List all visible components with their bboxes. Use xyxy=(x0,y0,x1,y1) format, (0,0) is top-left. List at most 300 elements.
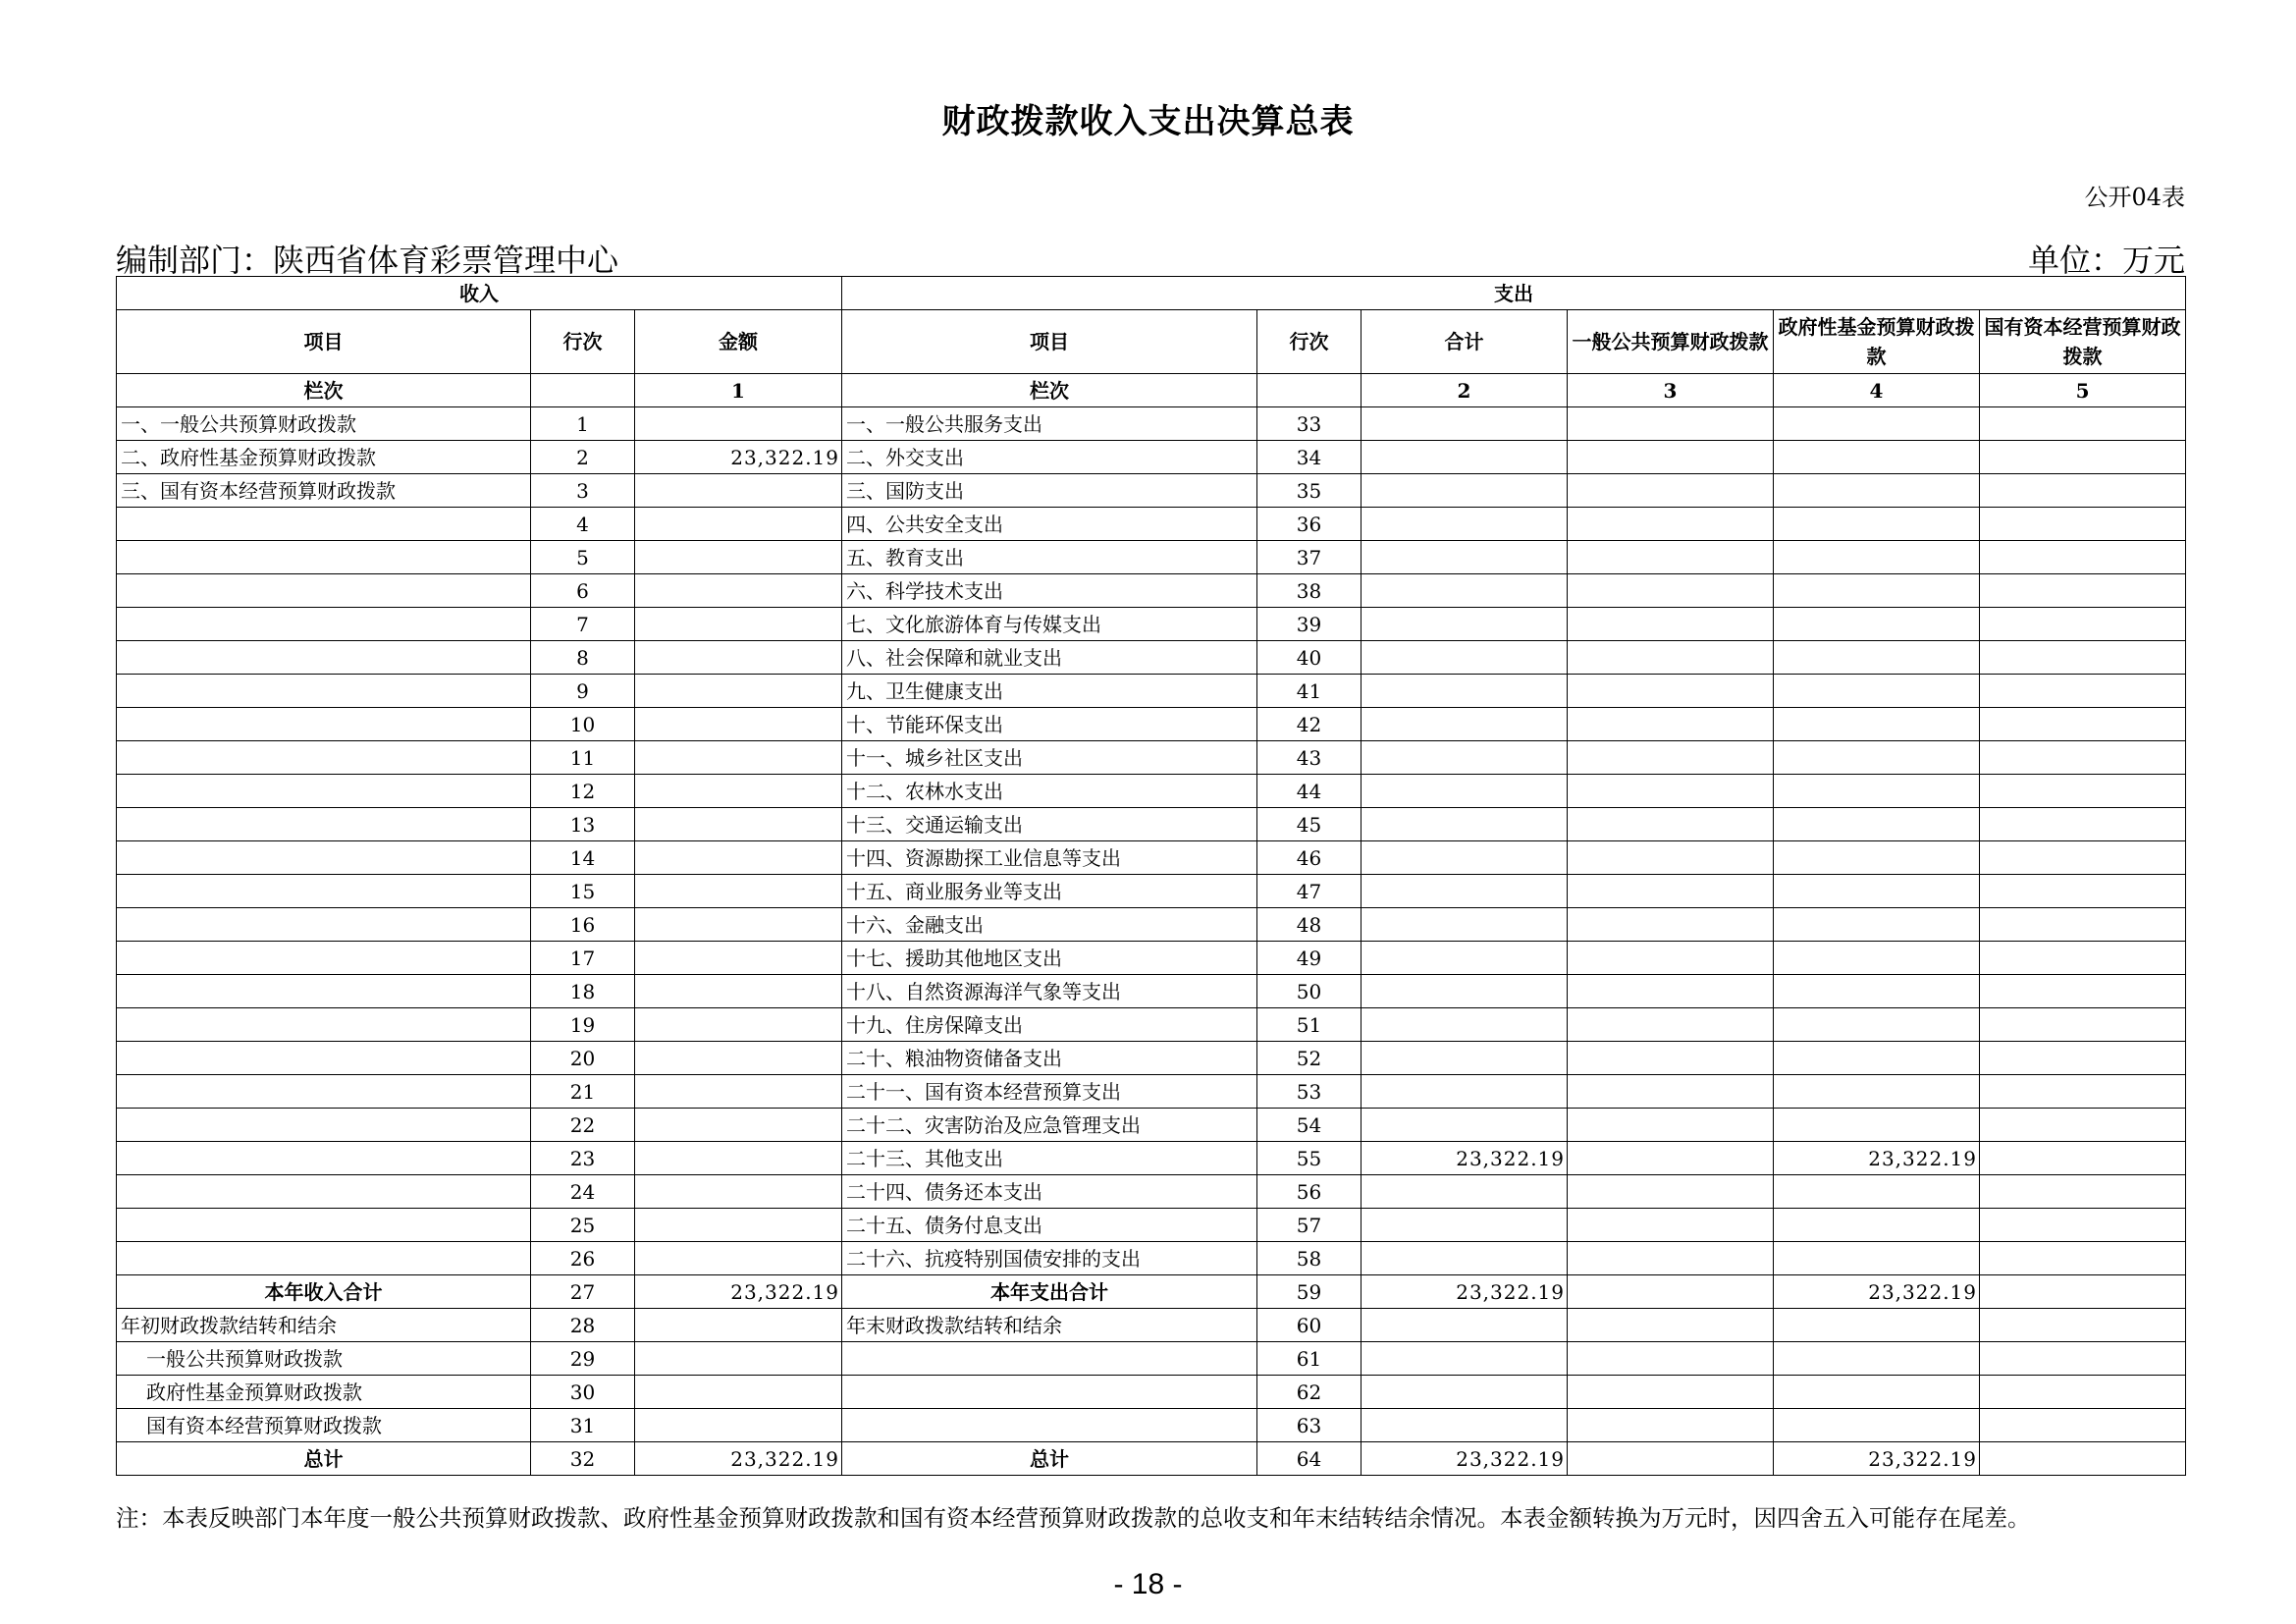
income-item-cell: 年初财政拨款结转和结余 xyxy=(117,1309,531,1342)
expense-total-cell xyxy=(1362,1409,1568,1442)
income-item-cell xyxy=(117,1242,531,1275)
form-number: 公开04表 xyxy=(2084,184,2185,211)
income-amount-cell xyxy=(635,1142,842,1175)
department-label: 编制部门：陕西省体育彩票管理中心 xyxy=(116,242,619,279)
expense-item-cell: 二十五、债务付息支出 xyxy=(842,1209,1257,1242)
income-line-cell: 11 xyxy=(531,741,635,775)
expense-fund-cell xyxy=(1774,608,1980,641)
income-line-cell: 4 xyxy=(531,508,635,541)
income-line-cell: 10 xyxy=(531,708,635,741)
expense-total-cell xyxy=(1362,675,1568,708)
expense-line-cell: 55 xyxy=(1257,1142,1362,1175)
expense-general-cell xyxy=(1568,708,1774,741)
expense-fund-cell xyxy=(1774,942,1980,975)
expense-line-cell: 34 xyxy=(1257,441,1362,474)
income-line-cell: 14 xyxy=(531,841,635,875)
income-amount-cell xyxy=(635,1342,842,1376)
expense-fund-cell xyxy=(1774,1075,1980,1109)
expense-fund-cell xyxy=(1774,775,1980,808)
expense-line-cell: 33 xyxy=(1257,407,1362,441)
expense-total-cell xyxy=(1362,942,1568,975)
expense-line-cell: 64 xyxy=(1257,1442,1362,1476)
expense-state-cell xyxy=(1980,1442,2186,1476)
expense-fund-cell xyxy=(1774,1309,1980,1342)
expense-state-cell xyxy=(1980,608,2186,641)
income-amount-cell xyxy=(635,1175,842,1209)
expense-state-cell xyxy=(1980,1309,2186,1342)
expense-line-cell: 48 xyxy=(1257,908,1362,942)
table-row xyxy=(117,441,2186,474)
expense-line-cell: 40 xyxy=(1257,641,1362,675)
income-amount-cell xyxy=(635,908,842,942)
expense-item-cell: 四、公共安全支出 xyxy=(842,508,1257,541)
expense-line-cell: 39 xyxy=(1257,608,1362,641)
income-line-cell: 19 xyxy=(531,1008,635,1042)
income-item-cell xyxy=(117,775,531,808)
income-item-cell xyxy=(117,541,531,574)
table-row xyxy=(117,1142,2186,1175)
expense-general-cell xyxy=(1568,1376,1774,1409)
income-item-cell: 一、一般公共预算财政拨款 xyxy=(117,407,531,441)
expense-fund-cell xyxy=(1774,708,1980,741)
income-amount-cell xyxy=(635,841,842,875)
expense-state-cell xyxy=(1980,574,2186,608)
income-item-cell xyxy=(117,741,531,775)
table-row xyxy=(117,1242,2186,1275)
income-item-header: 项目 xyxy=(117,310,531,374)
expense-fund-cell xyxy=(1774,675,1980,708)
expense-fund-cell xyxy=(1774,808,1980,841)
expense-fund-cell xyxy=(1774,908,1980,942)
expense-state-cell xyxy=(1980,541,2186,574)
expense-general-cell xyxy=(1568,441,1774,474)
expense-line-cell: 37 xyxy=(1257,541,1362,574)
expense-fund-cell xyxy=(1774,1042,1980,1075)
income-line-cell: 2 xyxy=(531,441,635,474)
expense-item-cell: 十二、农林水支出 xyxy=(842,775,1257,808)
expense-state-cell xyxy=(1980,407,2186,441)
expense-line-cell: 60 xyxy=(1257,1309,1362,1342)
income-item-cell: 总计 xyxy=(117,1442,531,1476)
expense-total-cell xyxy=(1362,775,1568,808)
expense-item-cell: 十一、城乡社区支出 xyxy=(842,741,1257,775)
expense-section-header: 支出 xyxy=(842,277,2186,310)
income-item-cell xyxy=(117,841,531,875)
expense-general-cell xyxy=(1568,1142,1774,1175)
expense-general-cell xyxy=(1568,1442,1774,1476)
expense-line-cell: 43 xyxy=(1257,741,1362,775)
expense-total-cell xyxy=(1362,641,1568,675)
table-row xyxy=(117,574,2186,608)
income-amount-cell xyxy=(635,1109,842,1142)
table-row xyxy=(117,1209,2186,1242)
income-amount-cell xyxy=(635,708,842,741)
income-amount-cell: 23,322.19 xyxy=(635,1442,842,1476)
expense-item-cell: 十九、住房保障支出 xyxy=(842,1008,1257,1042)
expense-general-cell xyxy=(1568,741,1774,775)
expense-line-cell: 38 xyxy=(1257,574,1362,608)
income-amount-cell xyxy=(635,574,842,608)
income-line-cell: 18 xyxy=(531,975,635,1008)
table-row xyxy=(117,975,2186,1008)
expense-item-cell: 二十、粮油物资储备支出 xyxy=(842,1042,1257,1075)
expense-state-header: 国有资本经营预算财政拨款 xyxy=(1980,310,2186,374)
table-row xyxy=(117,775,2186,808)
expense-state-cell xyxy=(1980,741,2186,775)
expense-state-cell xyxy=(1980,708,2186,741)
table-row xyxy=(117,474,2186,508)
expense-line-cell: 63 xyxy=(1257,1409,1362,1442)
income-amount-cell xyxy=(635,775,842,808)
income-amount-cell xyxy=(635,508,842,541)
income-item-cell: 国有资本经营预算财政拨款 xyxy=(117,1409,531,1442)
income-amount-cell xyxy=(635,474,842,508)
expense-item-cell: 十三、交通运输支出 xyxy=(842,808,1257,841)
expense-state-cell xyxy=(1980,1242,2186,1275)
column-line xyxy=(1257,374,1362,407)
expense-state-cell xyxy=(1980,1042,2186,1075)
income-line-cell: 6 xyxy=(531,574,635,608)
expense-total-cell xyxy=(1362,741,1568,775)
expense-fund-cell xyxy=(1774,641,1980,675)
table-row xyxy=(117,942,2186,975)
income-amount-header: 金额 xyxy=(635,310,842,374)
table-row xyxy=(117,541,2186,574)
expense-item-cell: 七、文化旅游体育与传媒支出 xyxy=(842,608,1257,641)
income-line-cell: 23 xyxy=(531,1142,635,1175)
expense-general-cell xyxy=(1568,608,1774,641)
income-item-cell: 二、政府性基金预算财政拨款 xyxy=(117,441,531,474)
table-row xyxy=(117,641,2186,675)
expense-general-cell xyxy=(1568,1075,1774,1109)
expense-general-cell xyxy=(1568,908,1774,942)
expense-total-cell xyxy=(1362,1376,1568,1409)
expense-total-cell xyxy=(1362,441,1568,474)
expense-line-cell: 35 xyxy=(1257,474,1362,508)
section-header-row xyxy=(117,277,2186,310)
expense-line-cell: 61 xyxy=(1257,1342,1362,1376)
expense-general-cell xyxy=(1568,1409,1774,1442)
income-line-cell: 7 xyxy=(531,608,635,641)
table-row xyxy=(117,1175,2186,1209)
expense-item-cell: 三、国防支出 xyxy=(842,474,1257,508)
income-line-cell: 17 xyxy=(531,942,635,975)
income-amount-cell xyxy=(635,541,842,574)
expense-line-cell: 42 xyxy=(1257,708,1362,741)
expense-total-cell xyxy=(1362,574,1568,608)
expense-line-cell: 41 xyxy=(1257,675,1362,708)
expense-item-cell: 一、一般公共服务支出 xyxy=(842,407,1257,441)
expense-total-cell xyxy=(1362,1175,1568,1209)
expense-general-cell xyxy=(1568,1309,1774,1342)
expense-general-cell xyxy=(1568,407,1774,441)
expense-general-cell xyxy=(1568,841,1774,875)
expense-general-cell xyxy=(1568,1342,1774,1376)
income-item-cell xyxy=(117,1175,531,1209)
expense-item-cell: 本年支出合计 xyxy=(842,1275,1257,1309)
expense-fund-cell xyxy=(1774,1242,1980,1275)
expense-state-cell xyxy=(1980,1376,2186,1409)
expense-fund-cell: 23,322.19 xyxy=(1774,1442,1980,1476)
income-line-cell: 32 xyxy=(531,1442,635,1476)
expense-fund-cell: 23,322.19 xyxy=(1774,1275,1980,1309)
table-row xyxy=(117,708,2186,741)
expense-fund-cell xyxy=(1774,508,1980,541)
expense-state-cell xyxy=(1980,1175,2186,1209)
expense-total-cell: 23,322.19 xyxy=(1362,1442,1568,1476)
expense-item-cell: 十五、商业服务业等支出 xyxy=(842,875,1257,908)
expense-line-cell: 62 xyxy=(1257,1376,1362,1409)
income-line-cell: 28 xyxy=(531,1309,635,1342)
expense-line-cell: 53 xyxy=(1257,1075,1362,1109)
expense-state-cell xyxy=(1980,1342,2186,1376)
income-amount-cell xyxy=(635,1075,842,1109)
income-item-cell xyxy=(117,808,531,841)
expense-total-cell xyxy=(1362,1242,1568,1275)
income-item-cell xyxy=(117,1142,531,1175)
income-amount-cell xyxy=(635,1209,842,1242)
expense-item-cell: 二十六、抗疫特别国债安排的支出 xyxy=(842,1242,1257,1275)
expense-line-cell: 58 xyxy=(1257,1242,1362,1275)
column-number: 5 xyxy=(1980,374,2186,407)
expense-general-cell xyxy=(1568,875,1774,908)
income-item-cell xyxy=(117,1075,531,1109)
expense-item-cell: 二十一、国有资本经营预算支出 xyxy=(842,1075,1257,1109)
column-number: 2 xyxy=(1362,374,1568,407)
table-row xyxy=(117,1275,2186,1309)
column-label: 栏次 xyxy=(842,374,1257,407)
column-label: 栏次 xyxy=(117,374,531,407)
expense-state-cell xyxy=(1980,508,2186,541)
expense-line-header: 行次 xyxy=(1257,310,1362,374)
expense-line-cell: 52 xyxy=(1257,1042,1362,1075)
table-row xyxy=(117,1309,2186,1342)
table-row xyxy=(117,508,2186,541)
income-line-header: 行次 xyxy=(531,310,635,374)
expense-general-cell xyxy=(1568,975,1774,1008)
expense-fund-cell xyxy=(1774,741,1980,775)
income-amount-cell: 23,322.19 xyxy=(635,441,842,474)
expense-state-cell xyxy=(1980,775,2186,808)
expense-general-cell xyxy=(1568,1008,1774,1042)
expense-line-cell: 49 xyxy=(1257,942,1362,975)
expense-line-cell: 56 xyxy=(1257,1175,1362,1209)
expense-item-cell: 九、卫生健康支出 xyxy=(842,675,1257,708)
income-line-cell: 24 xyxy=(531,1175,635,1209)
expense-fund-cell xyxy=(1774,841,1980,875)
expense-state-cell xyxy=(1980,942,2186,975)
expense-state-cell xyxy=(1980,975,2186,1008)
expense-fund-cell xyxy=(1774,1175,1980,1209)
table-row xyxy=(117,1109,2186,1142)
expense-fund-cell xyxy=(1774,541,1980,574)
expense-total-cell xyxy=(1362,1075,1568,1109)
income-line-cell: 20 xyxy=(531,1042,635,1075)
table-row xyxy=(117,1409,2186,1442)
expense-item-cell: 五、教育支出 xyxy=(842,541,1257,574)
expense-total-cell xyxy=(1362,1109,1568,1142)
expense-item-cell xyxy=(842,1376,1257,1409)
income-amount-cell xyxy=(635,1409,842,1442)
table-row xyxy=(117,608,2186,641)
table-row xyxy=(117,1442,2186,1476)
expense-state-cell xyxy=(1980,1142,2186,1175)
expense-item-cell: 二十三、其他支出 xyxy=(842,1142,1257,1175)
income-line-cell: 9 xyxy=(531,675,635,708)
expense-general-cell xyxy=(1568,1175,1774,1209)
income-item-cell xyxy=(117,675,531,708)
expense-item-cell: 年末财政拨款结转和结余 xyxy=(842,1309,1257,1342)
page-number: - 18 - xyxy=(1113,1568,1183,1600)
expense-fund-cell xyxy=(1774,574,1980,608)
expense-item-cell: 总计 xyxy=(842,1442,1257,1476)
income-amount-cell xyxy=(635,975,842,1008)
income-line-cell: 22 xyxy=(531,1109,635,1142)
income-amount-cell xyxy=(635,808,842,841)
income-item-cell xyxy=(117,608,531,641)
budget-table xyxy=(116,276,2186,1476)
table-row xyxy=(117,1042,2186,1075)
expense-state-cell xyxy=(1980,908,2186,942)
income-amount-cell: 23,322.19 xyxy=(635,1275,842,1309)
income-amount-cell xyxy=(635,1242,842,1275)
expense-line-cell: 36 xyxy=(1257,508,1362,541)
expense-fund-cell xyxy=(1774,1008,1980,1042)
income-item-cell xyxy=(117,641,531,675)
expense-general-cell xyxy=(1568,474,1774,508)
expense-line-cell: 44 xyxy=(1257,775,1362,808)
expense-total-cell xyxy=(1362,841,1568,875)
page-title: 财政拨款收入支出决算总表 xyxy=(941,102,1355,141)
expense-item-cell: 十四、资源勘探工业信息等支出 xyxy=(842,841,1257,875)
expense-fund-cell xyxy=(1774,1342,1980,1376)
expense-fund-cell xyxy=(1774,1376,1980,1409)
expense-item-cell: 十七、援助其他地区支出 xyxy=(842,942,1257,975)
column-number: 4 xyxy=(1774,374,1980,407)
income-line-cell: 21 xyxy=(531,1075,635,1109)
income-amount-cell xyxy=(635,1042,842,1075)
income-item-cell xyxy=(117,574,531,608)
income-line-cell: 31 xyxy=(531,1409,635,1442)
income-line-cell: 16 xyxy=(531,908,635,942)
expense-total-cell xyxy=(1362,1008,1568,1042)
expense-item-header: 项目 xyxy=(842,310,1257,374)
income-line-cell: 8 xyxy=(531,641,635,675)
income-item-cell xyxy=(117,1109,531,1142)
table-row xyxy=(117,1376,2186,1409)
expense-total-header: 合计 xyxy=(1362,310,1568,374)
expense-state-cell xyxy=(1980,441,2186,474)
income-line-cell: 27 xyxy=(531,1275,635,1309)
expense-state-cell xyxy=(1980,675,2186,708)
expense-total-cell xyxy=(1362,908,1568,942)
expense-total-cell xyxy=(1362,808,1568,841)
expense-item-cell: 二十四、债务还本支出 xyxy=(842,1175,1257,1209)
expense-fund-cell xyxy=(1774,407,1980,441)
expense-general-cell xyxy=(1568,508,1774,541)
expense-state-cell xyxy=(1980,808,2186,841)
income-line-cell: 29 xyxy=(531,1342,635,1376)
income-line-cell: 1 xyxy=(531,407,635,441)
expense-total-cell xyxy=(1362,508,1568,541)
income-item-cell xyxy=(117,1008,531,1042)
expense-general-cell xyxy=(1568,942,1774,975)
expense-line-cell: 59 xyxy=(1257,1275,1362,1309)
expense-total-cell: 23,322.19 xyxy=(1362,1275,1568,1309)
expense-fund-header: 政府性基金预算财政拨款 xyxy=(1774,310,1980,374)
column-number: 3 xyxy=(1568,374,1774,407)
income-item-cell xyxy=(117,975,531,1008)
income-amount-cell xyxy=(635,875,842,908)
expense-general-cell xyxy=(1568,1042,1774,1075)
expense-item-cell: 二、外交支出 xyxy=(842,441,1257,474)
expense-fund-cell xyxy=(1774,1109,1980,1142)
expense-fund-cell xyxy=(1774,875,1980,908)
income-item-cell xyxy=(117,508,531,541)
expense-item-cell xyxy=(842,1409,1257,1442)
income-amount-cell xyxy=(635,1376,842,1409)
table-row xyxy=(117,1008,2186,1042)
expense-state-cell xyxy=(1980,875,2186,908)
expense-state-cell xyxy=(1980,1008,2186,1042)
income-item-cell: 三、国有资本经营预算财政拨款 xyxy=(117,474,531,508)
expense-total-cell xyxy=(1362,1309,1568,1342)
expense-total-cell xyxy=(1362,975,1568,1008)
expense-total-cell xyxy=(1362,474,1568,508)
table-row xyxy=(117,741,2186,775)
expense-general-cell xyxy=(1568,1209,1774,1242)
expense-total-cell xyxy=(1362,1342,1568,1376)
expense-general-cell xyxy=(1568,641,1774,675)
expense-line-cell: 45 xyxy=(1257,808,1362,841)
expense-line-cell: 46 xyxy=(1257,841,1362,875)
expense-general-cell xyxy=(1568,808,1774,841)
income-line-cell: 13 xyxy=(531,808,635,841)
income-amount-cell xyxy=(635,1309,842,1342)
expense-fund-cell xyxy=(1774,441,1980,474)
expense-item-cell: 二十二、灾害防治及应急管理支出 xyxy=(842,1109,1257,1142)
income-item-cell xyxy=(117,1042,531,1075)
income-item-cell: 本年收入合计 xyxy=(117,1275,531,1309)
table-row xyxy=(117,841,2186,875)
expense-total-cell xyxy=(1362,541,1568,574)
income-line-cell: 12 xyxy=(531,775,635,808)
income-amount-cell xyxy=(635,407,842,441)
expense-item-cell: 十八、自然资源海洋气象等支出 xyxy=(842,975,1257,1008)
expense-item-cell xyxy=(842,1342,1257,1376)
expense-fund-cell xyxy=(1774,975,1980,1008)
expense-state-cell xyxy=(1980,841,2186,875)
expense-fund-cell: 23,322.19 xyxy=(1774,1142,1980,1175)
income-line-cell: 25 xyxy=(531,1209,635,1242)
expense-general-cell xyxy=(1568,574,1774,608)
income-item-cell xyxy=(117,942,531,975)
column-header-row xyxy=(117,310,2186,374)
income-item-cell xyxy=(117,875,531,908)
expense-item-cell: 八、社会保障和就业支出 xyxy=(842,641,1257,675)
expense-fund-cell xyxy=(1774,474,1980,508)
income-item-cell xyxy=(117,708,531,741)
expense-general-header: 一般公共预算财政拨款 xyxy=(1568,310,1774,374)
expense-line-cell: 50 xyxy=(1257,975,1362,1008)
column-number-row xyxy=(117,374,2186,407)
income-line-cell: 26 xyxy=(531,1242,635,1275)
expense-total-cell xyxy=(1362,708,1568,741)
table-row xyxy=(117,875,2186,908)
expense-total-cell xyxy=(1362,1042,1568,1075)
table-row xyxy=(117,407,2186,441)
expense-line-cell: 57 xyxy=(1257,1209,1362,1242)
